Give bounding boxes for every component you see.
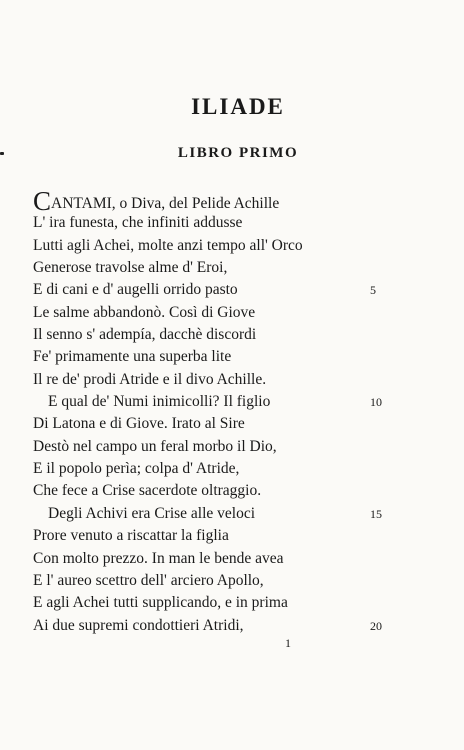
poem-line: [33, 570, 393, 592]
poem-line-text: Di Latona e di Giove. Irato al Sire: [33, 415, 245, 433]
poem-line-text: L' ira funesta, che infiniti addusse: [33, 214, 243, 232]
poem-line: [33, 369, 393, 391]
poem-line-text: Che fece a Crise sacerdote oltraggio.: [33, 482, 262, 500]
poem-line: [33, 592, 393, 614]
book-subtitle: LIBRO PRIMO: [177, 145, 299, 161]
poem-line: [33, 186, 393, 216]
line-number: 20: [370, 618, 382, 633]
poem-line-text: ANTAMI, o Diva, del Pelide Achille: [51, 195, 280, 212]
line-number: 15: [370, 506, 382, 521]
poem-line: [33, 548, 393, 570]
poem-line-text: E agli Achei tutti supplicando, e in prima: [33, 594, 288, 612]
poem-line-text: Lutti agli Achei, molte anzi tempo all' Orco: [33, 236, 303, 254]
poem-line: [33, 235, 393, 257]
poem-line-text: Prore venuto a riscattar la figlia: [33, 527, 229, 545]
poem-line: [33, 212, 393, 234]
poem-line: [33, 257, 393, 279]
poem-line: [33, 302, 393, 324]
page-folio-mark: 1: [285, 636, 291, 650]
poem-line: [33, 324, 393, 346]
poem-line-text: Il re de' prodi Atride e il divo Achille.: [33, 370, 267, 388]
poem-line-text: Fe' primamente una superba lite: [33, 348, 232, 366]
poem-line: [33, 279, 393, 301]
poem-line-text: Degli Achivi era Crise alle veloci: [48, 504, 256, 522]
poem-line-text: E qual de' Numi inimicolli? Il figlio: [48, 393, 271, 411]
poem-line: [33, 346, 393, 368]
poem-line-text: Il senno s' adempía, dacchè discordi: [33, 326, 257, 344]
drop-cap-initial: C: [33, 186, 52, 216]
poem-line-text: Con molto prezzo. In man le bende avea: [33, 549, 284, 567]
poem-line: [33, 525, 393, 547]
poem-line-text: E di cani e d' augelli orrido pasto: [33, 281, 238, 299]
poem-line: [33, 391, 393, 413]
poem-line-text: Ai due supremi condottieri Atridi,: [33, 616, 244, 634]
line-number: 10: [370, 395, 382, 410]
poem-line: [33, 458, 393, 480]
poem-line-text: Le salme abbandonò. Così di Giove: [33, 303, 256, 321]
poem-line-text: Destò nel campo un feral morbo il Dio,: [33, 437, 277, 455]
poem-line: [33, 615, 393, 637]
page-title: ILIADE: [191, 94, 285, 119]
poem-line-text: E il popolo perìa; colpa d' Atride,: [33, 460, 240, 478]
poem-line-text: Generose travolse alme d' Eroi,: [33, 259, 228, 277]
poem-line: [33, 436, 393, 458]
poem-line: [33, 503, 393, 525]
poem-line: [33, 413, 393, 435]
poem-line: [33, 480, 393, 502]
poem-line-text: E l' aureo scettro dell' arciero Apollo,: [33, 571, 264, 589]
poem-body: [33, 186, 393, 637]
line-number: 5: [370, 283, 376, 298]
